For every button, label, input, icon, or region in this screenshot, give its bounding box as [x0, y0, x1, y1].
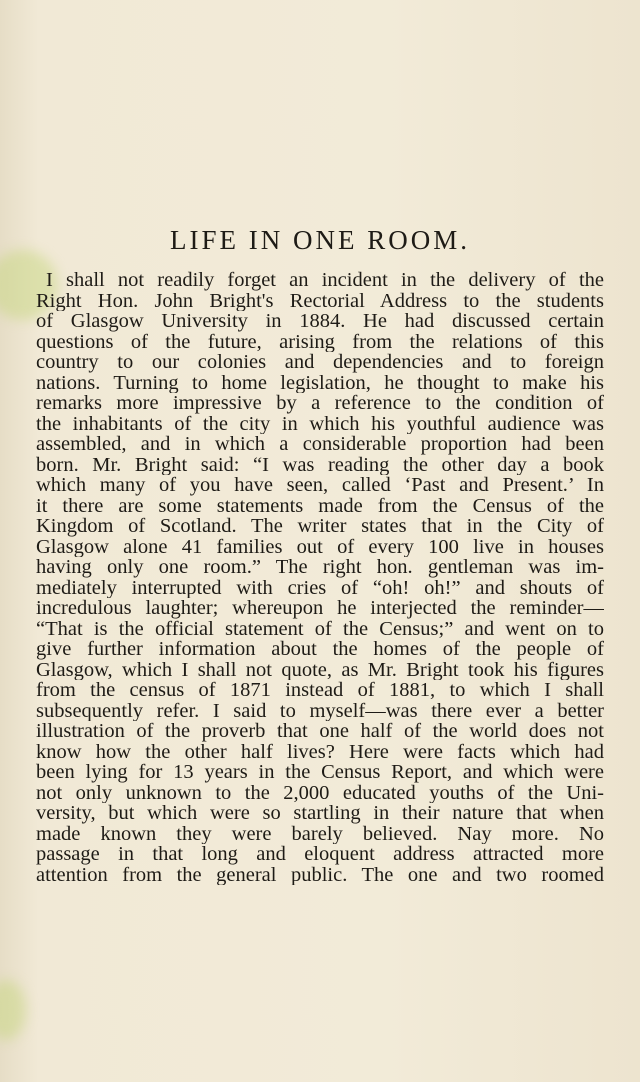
text-line: mediately interrupted with cries of “oh! oh!” and shouts of — [36, 577, 604, 598]
text-line: been lying for 13 years in the Census Report, and which were — [36, 762, 604, 783]
text-line: know how the other half lives? Here were facts which had — [36, 741, 604, 762]
text-line: Right Hon. John Bright's Rectorial Address to the students — [36, 290, 604, 311]
text-line: country to our colonies and dependencies and to foreign — [36, 352, 604, 373]
text-line: not only unknown to the 2,000 educated youths of the Uni- — [36, 782, 604, 803]
body-paragraph — [36, 270, 604, 885]
text-line: illustration of the proverb that one half of the world does not — [36, 721, 604, 742]
text-line: which many of you have seen, called ‘Past and Present.’ In — [36, 475, 604, 496]
text-line: it there are some statements made from the Census of the — [36, 495, 604, 516]
text-line: Kingdom of Scotland. The writer states that in the City of — [36, 516, 604, 537]
text-line: versity, but which were so startling in their nature that when — [36, 803, 604, 824]
text-line: made known they were barely believed. Nay more. No — [36, 823, 604, 844]
text-line: the inhabitants of the city in which his youthful audience was — [36, 413, 604, 434]
text-line: subsequently refer. I said to myself—was there ever a better — [36, 700, 604, 721]
foxing-stain-bottom-left — [0, 980, 26, 1040]
text-line: “That is the official statement of the Census;” and went on to — [36, 618, 604, 639]
text-line: give further information about the homes of the people of — [36, 639, 604, 660]
chapter-title: LIFE IN ONE ROOM. — [170, 225, 470, 256]
text-line: born. Mr. Bright said: “I was reading the other day a book — [36, 454, 604, 475]
text-line: nations. Turning to home legislation, he thought to make his — [36, 372, 604, 393]
text-line: of Glasgow University in 1884. He had discussed certain — [36, 311, 604, 332]
text-line: remarks more impressive by a reference to the condition of — [36, 393, 604, 414]
text-line: Glasgow alone 41 families out of every 100 live in houses — [36, 536, 604, 557]
text-line: assembled, and in which a considerable proportion had been — [36, 434, 604, 455]
text-line: having only one room.” The right hon. gentleman was im- — [36, 557, 604, 578]
text-line: Glasgow, which I shall not quote, as Mr. Bright took his figures — [36, 659, 604, 680]
text-line: incredulous laughter; whereupon he interjected the reminder— — [36, 598, 604, 619]
text-line: passage in that long and eloquent address attracted more — [36, 844, 604, 865]
text-line: questions of the future, arising from the relations of this — [36, 331, 604, 352]
text-line: I shall not readily forget an incident in the delivery of the — [46, 270, 604, 291]
text-line: attention from the general public. The one and two roomed — [36, 864, 604, 885]
text-line: from the census of 1871 instead of 1881, to which I shall — [36, 680, 604, 701]
